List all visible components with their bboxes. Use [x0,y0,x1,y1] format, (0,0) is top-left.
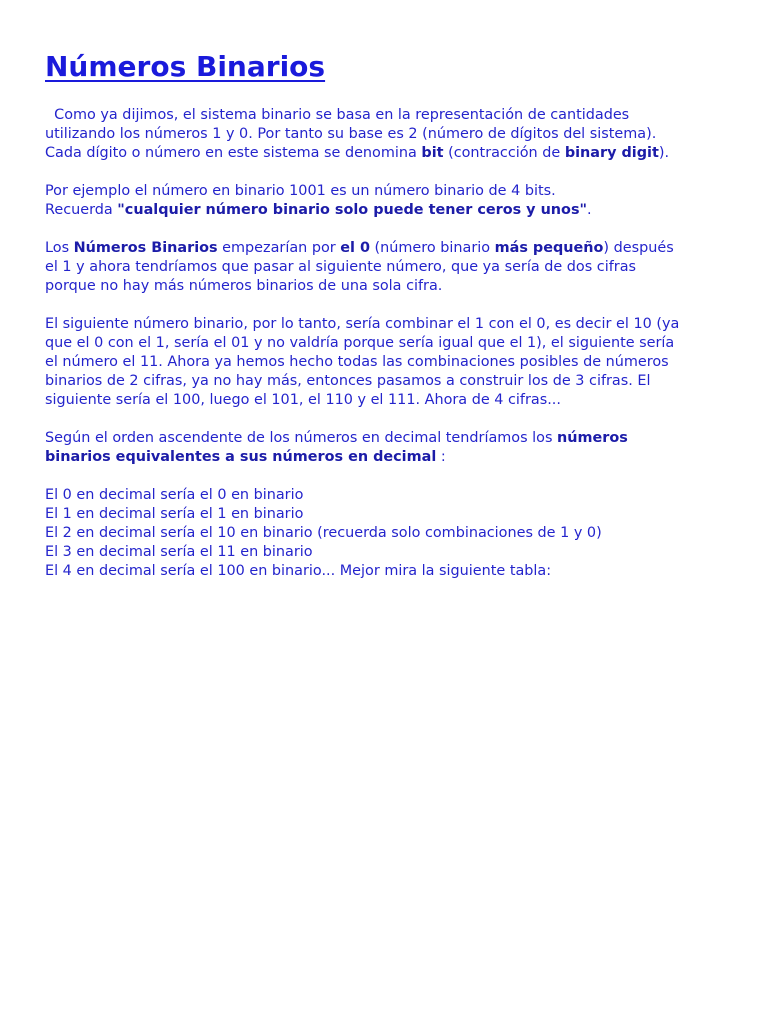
intro-line-1-text: Como ya dijimos, el sistema binario se basa en la representación de cantidades [45,107,630,123]
list-item: El 3 en decimal sería el 11 en binario [45,544,313,560]
start-line-1-text-d: ) después [603,240,674,256]
term-numeros-binarios: Números Binarios [73,240,218,256]
example-line-2-text-b: . [587,202,592,218]
intro-line-3-text-c: ). [658,145,670,161]
list-item: El 1 en decimal sería el 1 en binario [45,506,304,522]
next-line-4: binarios de 2 cifras, ya no hay más, entonces pasamos a construir los de 3 cifras. El [45,373,651,389]
term-bit: bit [421,145,444,161]
term-equivalentes: binarios equivalentes a sus números en decimal [45,449,437,465]
start-paragraph [45,239,735,296]
next-line-1: El siguiente número binario, por lo tanto, sería combinar el 1 con el 0, es decir el 10 (ya [45,316,680,332]
intro-line-3-text-b: (contracción de [443,145,565,161]
example-line-1: Por ejemplo el número en binario 1001 es un número binario de 4 bits. [45,183,556,199]
intro-line-2: utilizando los números 1 y 0. Por tanto su base es 2 (número de dígitos del sistema). [45,126,657,142]
intro-paragraph [45,106,735,163]
order-line-2 [45,448,735,467]
list-item: El 0 en decimal sería el 0 en binario [45,487,304,503]
next-number-paragraph [45,315,735,410]
list-item: El 2 en decimal sería el 10 en binario (recuerda solo combinaciones de 1 y 0) [45,525,602,541]
start-line-1-text-b: empezarían por [217,240,341,256]
order-line-1-text: Según el orden ascendente de los números en decimal tendríamos los [45,430,558,446]
example-line-2 [45,201,735,220]
start-line-1 [45,239,735,258]
order-line-2-text: : [436,449,446,465]
term-binary-digit: binary digit [564,145,659,161]
start-line-2: el 1 y ahora tendríamos que pasar al siguiente número, que ya sería de dos cifras [45,259,637,275]
intro-line-3-text-a: Cada dígito o número en este sistema se denomina [45,145,422,161]
intro-line-1 [45,106,735,125]
remember-quote: "cualquier número binario solo puede tener ceros y unos" [117,202,588,218]
list-item: El 4 en decimal sería el 100 en binario... Mejor mira la siguiente tabla: [45,563,552,579]
intro-line-3 [45,144,735,163]
term-el-0: el 0 [340,240,370,256]
start-line-3: porque no hay más números binarios de una sola cifra. [45,278,443,294]
term-numeros: números [557,430,628,446]
example-paragraph [45,182,735,220]
start-line-1-text-c: (número binario [369,240,495,256]
order-paragraph [45,429,735,467]
document-page [45,48,735,581]
page-title: Números Binarios [45,50,326,83]
example-line-2-text-a: Recuerda [45,202,118,218]
equivalence-list [45,486,735,581]
next-line-5: siguiente sería el 100, luego el 101, el 110 y el 111. Ahora de 4 cifras... [45,392,561,408]
start-line-1-text-a: Los [45,240,74,256]
term-mas-pequeno: más pequeño [494,240,604,256]
next-line-2: que el 0 con el 1, sería el 01 y no valdría porque sería igual que el 1), el siguiente sería [45,335,675,351]
order-line-1 [45,429,735,448]
next-line-3: el número el 11. Ahora ya hemos hecho todas las combinaciones posibles de números [45,354,669,370]
